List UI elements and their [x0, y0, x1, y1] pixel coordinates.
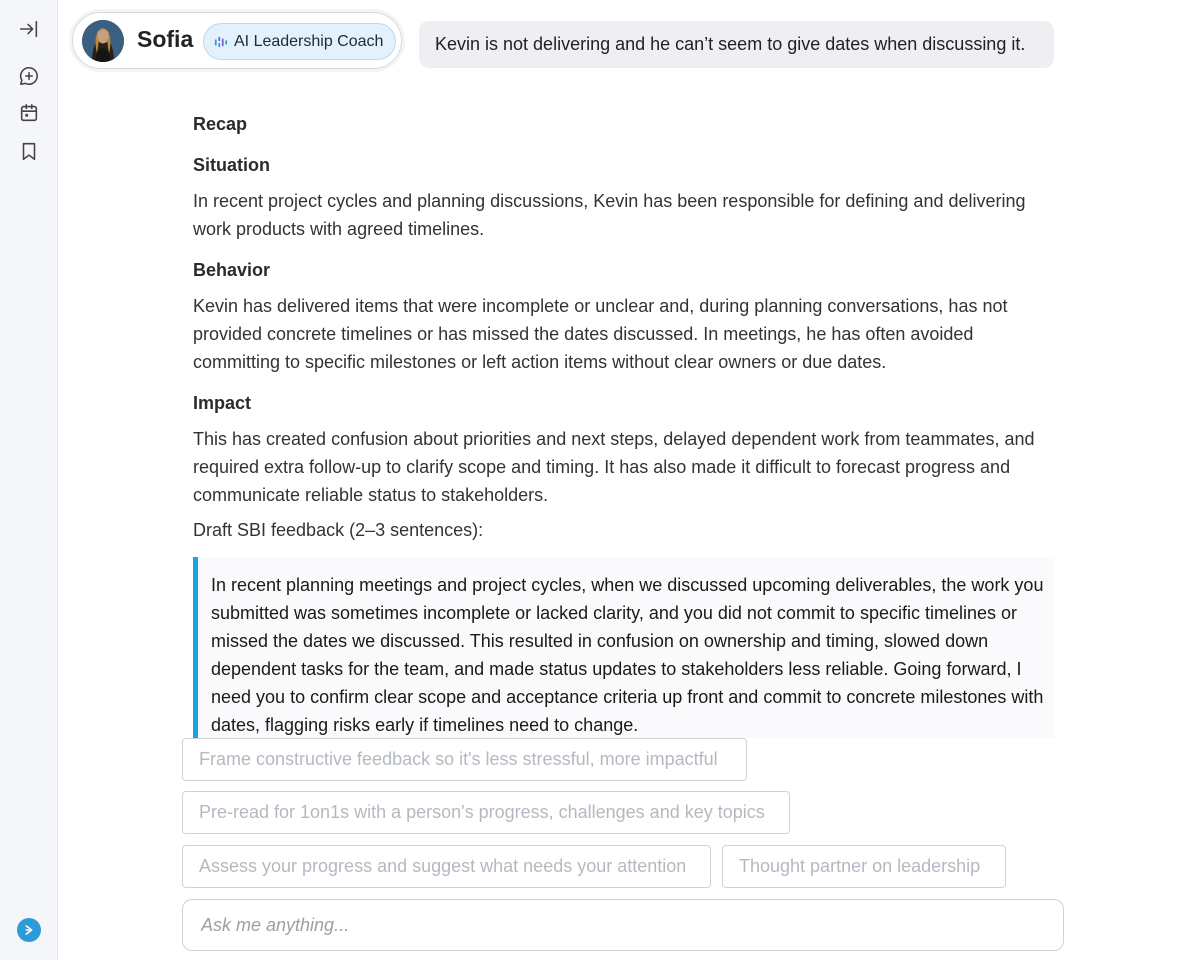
suggestion-chip-thought-partner[interactable]: Thought partner on leadership: [722, 845, 1006, 888]
sparkle-bars-icon: [214, 35, 228, 49]
new-chat-icon[interactable]: [14, 61, 44, 91]
sidebar: [0, 0, 58, 960]
recap-title: Recap: [193, 114, 248, 134]
brand-logo-icon[interactable]: [17, 918, 41, 942]
situation-heading: Situation: [193, 155, 270, 175]
impact-heading: Impact: [193, 393, 252, 413]
bookmark-icon[interactable]: [14, 136, 44, 166]
impact-text: This has created confusion about priorities and next steps, delayed dependent work from teammates, and required extra follow-up to clarify scope and timing. It has also made it difficult to forecast progress and communicate reliable status to stakeholders.: [193, 429, 1035, 505]
suggestion-chip-feedback[interactable]: Frame constructive feedback so it's less stressful, more impactful: [182, 738, 747, 781]
coach-name: Sofia: [137, 26, 194, 52]
avatar: [82, 20, 124, 62]
draft-feedback-text: In recent planning meetings and project cycles, when we discussed upcoming deliverables, the work you submitted was sometimes incomplete or lacked clarity, and you did not commit to specific timelines or missed the dates we discussed. This resulted in confusion on ownership and timing, slowed down dependent tasks for the team, and made status updates to stakeholders less reliable. Going forward, I need you to confirm clear scope and acceptance criteria up front and commit to concrete milestones with dates, flagging risks early if timelines need to change.: [211, 575, 1044, 735]
coach-badge: [203, 23, 396, 60]
draft-feedback-quote: [193, 557, 1054, 738]
coach-badge-label: AI Leadership Coach: [234, 32, 384, 50]
situation-text: In recent project cycles and planning discussions, Kevin has been responsible for defining and delivering work products with agreed timelines.: [193, 191, 1026, 239]
collapse-sidebar-icon[interactable]: [14, 14, 44, 44]
behavior-heading: Behavior: [193, 260, 271, 280]
calendar-icon[interactable]: [14, 98, 44, 128]
suggestion-chip-preread[interactable]: Pre-read for 1on1s with a person's progress, challenges and key topics: [182, 791, 790, 834]
behavior-text: Kevin has delivered items that were incomplete or unclear and, during planning conversations, has not provided concrete timelines or has missed the dates discussed. In meetings, he has often avoided committing to specific milestones or left action items without clear owners or due dates.: [193, 296, 1008, 372]
ask-input[interactable]: [182, 899, 1064, 951]
suggestion-chip-assess[interactable]: Assess your progress and suggest what needs your attention: [182, 845, 711, 888]
draft-label: Draft SBI feedback (2–3 sentences):: [193, 520, 484, 540]
user-message: Kevin is not delivering and he can’t seem to give dates when discussing it.: [419, 21, 1054, 68]
coach-header[interactable]: [72, 12, 402, 69]
